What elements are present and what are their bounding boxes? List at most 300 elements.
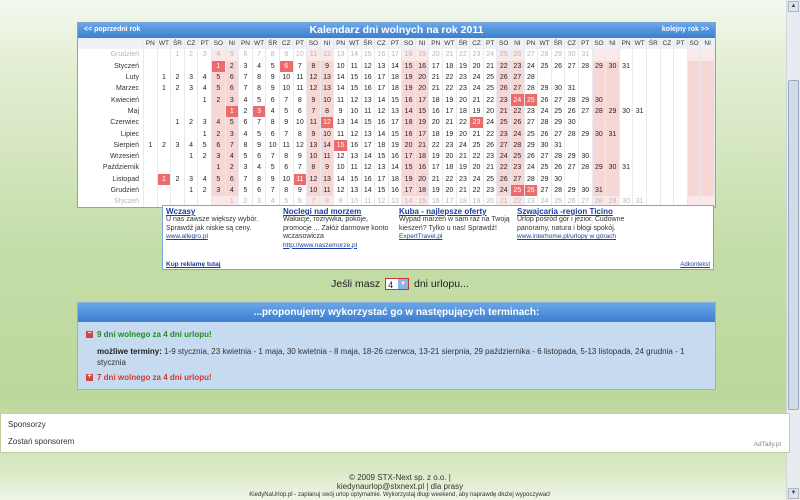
day-cell: 6 — [252, 151, 266, 162]
day-cell: 24 — [524, 162, 538, 173]
day-cell: 30 — [619, 106, 633, 117]
option-9-days[interactable] — [86, 330, 212, 339]
day-cell — [171, 128, 185, 139]
day-cell: 15 — [415, 106, 429, 117]
ad-title[interactable]: Szwajcaria -region Ticino — [517, 207, 613, 216]
day-cell — [646, 94, 660, 105]
become-sponsor-link[interactable]: Zostań sponsorem — [8, 437, 75, 446]
day-cell — [619, 151, 633, 162]
weekday-label: SO — [307, 38, 321, 49]
day-cell: 25 — [470, 140, 484, 151]
weekday-label: NI — [415, 38, 429, 49]
month-name: Luty — [78, 72, 144, 83]
day-cell — [633, 72, 647, 83]
day-cell: 25 — [538, 162, 552, 173]
scroll-up-icon[interactable]: ▲ — [788, 1, 799, 12]
ad-item[interactable] — [399, 208, 514, 242]
weekday-label: NI — [606, 38, 620, 49]
day-cell: 11 — [361, 196, 375, 207]
month-row — [78, 49, 715, 60]
weekday-label: ŚR — [171, 38, 185, 49]
day-cell: 15 — [361, 117, 375, 128]
day-cell — [633, 49, 647, 60]
day-cell: 30 — [565, 117, 579, 128]
day-cell — [687, 106, 701, 117]
day-cell — [565, 72, 579, 83]
terms-list — [97, 347, 709, 368]
day-cell — [144, 174, 158, 185]
month-row — [78, 106, 715, 117]
month-name: Listopad — [78, 174, 144, 185]
ad-url[interactable]: www.interhome.pl/urlopy w górach — [517, 233, 616, 241]
weekday-label: WT — [157, 38, 171, 49]
day-cell: 26 — [538, 94, 552, 105]
day-cell: 29 — [592, 61, 606, 72]
day-cell: 14 — [375, 94, 389, 105]
weekday-label: SO — [592, 38, 606, 49]
day-cell: 28 — [579, 162, 593, 173]
day-cell: 31 — [633, 196, 647, 207]
day-cell — [579, 174, 593, 185]
day-cell: 18 — [402, 117, 416, 128]
day-cell — [619, 185, 633, 196]
day-cell — [592, 83, 606, 94]
day-cell — [538, 72, 552, 83]
day-cell: 28 — [538, 117, 552, 128]
day-cell: 5 — [239, 185, 253, 196]
day-cell: 6 — [239, 49, 253, 60]
day-cell — [579, 117, 593, 128]
ad-item[interactable] — [283, 208, 398, 250]
day-cell: 25 — [511, 151, 525, 162]
day-cell — [171, 162, 185, 173]
days-select-value: 4 — [388, 280, 394, 291]
day-cell — [157, 128, 171, 139]
day-cell: 23 — [456, 174, 470, 185]
month-row — [78, 151, 715, 162]
day-cell: 21 — [443, 49, 457, 60]
day-cell: 12 — [334, 151, 348, 162]
month-row — [78, 94, 715, 105]
day-cell: 16 — [388, 151, 402, 162]
day-cell: 1 — [198, 94, 212, 105]
ad-title[interactable]: Kuba - najlepsze oferty — [399, 207, 487, 216]
day-cell — [660, 72, 674, 83]
day-cell: 11 — [279, 140, 293, 151]
day-cell: 11 — [361, 106, 375, 117]
day-cell: 3 — [225, 94, 239, 105]
day-cell — [633, 94, 647, 105]
day-cell: 11 — [320, 151, 334, 162]
weekday-label: WT — [633, 38, 647, 49]
day-cell: 30 — [579, 151, 593, 162]
day-cell — [579, 72, 593, 83]
day-cell — [660, 49, 674, 60]
day-cell: 29 — [565, 151, 579, 162]
day-cell: 21 — [429, 83, 443, 94]
day-cell: 2 — [171, 174, 185, 185]
day-cell: 4 — [252, 61, 266, 72]
day-cell — [701, 185, 715, 196]
day-cell — [646, 83, 660, 94]
day-cell: 26 — [551, 61, 565, 72]
day-cell: 3 — [184, 72, 198, 83]
day-cell: 14 — [347, 117, 361, 128]
day-cell: 19 — [402, 72, 416, 83]
day-cell: 4 — [266, 106, 280, 117]
day-cell: 19 — [443, 94, 457, 105]
day-cell: 10 — [293, 117, 307, 128]
day-cell: 12 — [361, 162, 375, 173]
day-cell: 3 — [211, 151, 225, 162]
day-cell: 10 — [320, 94, 334, 105]
day-cell — [144, 117, 158, 128]
day-cell: 31 — [606, 128, 620, 139]
day-cell: 29 — [579, 128, 593, 139]
day-cell: 13 — [388, 106, 402, 117]
weekday-label: PN — [429, 38, 443, 49]
day-cell: 5 — [239, 151, 253, 162]
day-cell: 10 — [279, 83, 293, 94]
day-cell: 24 — [456, 140, 470, 151]
day-cell: 4 — [198, 72, 212, 83]
day-cell: 8 — [279, 185, 293, 196]
day-cell: 16 — [388, 185, 402, 196]
day-cell: 31 — [633, 106, 647, 117]
day-cell: 20 — [429, 49, 443, 60]
day-cell: 14 — [334, 83, 348, 94]
day-cell — [606, 117, 620, 128]
day-cell: 24 — [483, 117, 497, 128]
day-cell: 18 — [415, 185, 429, 196]
day-cell — [157, 94, 171, 105]
day-cell: 23 — [497, 94, 511, 105]
day-cell: 16 — [429, 196, 443, 207]
day-cell: 13 — [334, 117, 348, 128]
day-cell — [157, 151, 171, 162]
day-cell: 8 — [307, 61, 321, 72]
day-cell: 5 — [198, 140, 212, 151]
day-cell — [579, 140, 593, 151]
day-cell: 30 — [606, 162, 620, 173]
day-cell: 6 — [293, 196, 307, 207]
day-cell: 16 — [415, 162, 429, 173]
day-cell: 12 — [307, 83, 321, 94]
day-cell: 27 — [565, 162, 579, 173]
day-cell — [633, 83, 647, 94]
vacation-days-form — [0, 278, 800, 290]
weekday-label: CZ — [565, 38, 579, 49]
day-cell: 26 — [524, 185, 538, 196]
day-cell: 17 — [429, 61, 443, 72]
option-7-days[interactable] — [86, 373, 212, 382]
day-cell — [660, 106, 674, 117]
option-label[interactable]: 9 dni wolnego za 4 dni urlopu! — [97, 330, 212, 339]
day-cell: 24 — [470, 83, 484, 94]
proposal-header: ...proponujemy wykorzystać go w następujących terminach: — [78, 303, 715, 322]
day-cell: 7 — [279, 128, 293, 139]
day-cell: 22 — [443, 72, 457, 83]
day-cell: 27 — [511, 72, 525, 83]
day-cell: 15 — [347, 72, 361, 83]
day-cell: 9 — [252, 140, 266, 151]
weekday-label: SO — [497, 38, 511, 49]
weekday-label: WT — [252, 38, 266, 49]
scroll-thumb[interactable] — [788, 80, 799, 410]
day-cell: 24 — [538, 106, 552, 117]
day-cell — [592, 174, 606, 185]
day-cell: 21 — [483, 162, 497, 173]
ad-url[interactable]: ExpertTravel.pl — [399, 233, 443, 241]
day-cell: 27 — [524, 117, 538, 128]
ad-item[interactable] — [166, 208, 281, 242]
ad-title[interactable]: Noclegi nad morzem — [283, 207, 362, 216]
day-cell — [701, 83, 715, 94]
day-cell — [144, 61, 158, 72]
day-cell: 8 — [320, 196, 334, 207]
day-cell — [171, 94, 185, 105]
day-cell — [674, 117, 688, 128]
day-cell: 2 — [184, 117, 198, 128]
day-cell: 18 — [429, 128, 443, 139]
day-cell: 10 — [279, 72, 293, 83]
day-cell — [144, 185, 158, 196]
day-cell: 17 — [443, 106, 457, 117]
day-cell: 10 — [334, 61, 348, 72]
day-cell: 3 — [184, 83, 198, 94]
day-cell: 28 — [524, 72, 538, 83]
day-cell: 19 — [402, 83, 416, 94]
day-cell — [701, 117, 715, 128]
day-cell — [157, 162, 171, 173]
day-cell — [674, 151, 688, 162]
ad-url[interactable]: www.allegro.pl — [166, 233, 208, 241]
day-cell: 22 — [483, 94, 497, 105]
day-cell — [144, 151, 158, 162]
day-cell — [687, 140, 701, 151]
day-cell: 27 — [579, 106, 593, 117]
day-cell: 29 — [606, 106, 620, 117]
day-cell: 1 — [184, 185, 198, 196]
day-cell: 22 — [497, 61, 511, 72]
day-cell: 6 — [225, 72, 239, 83]
day-cell: 4 — [198, 174, 212, 185]
day-cell — [687, 174, 701, 185]
day-cell — [198, 106, 212, 117]
day-cell: 9 — [279, 117, 293, 128]
day-cell — [660, 174, 674, 185]
day-cell — [619, 83, 633, 94]
weekday-label: CZ — [279, 38, 293, 49]
ad-item[interactable] — [517, 208, 645, 242]
day-cell: 20 — [402, 140, 416, 151]
day-cell: 31 — [619, 61, 633, 72]
day-cell: 26 — [551, 162, 565, 173]
day-cell — [592, 117, 606, 128]
day-cell: 27 — [565, 61, 579, 72]
day-cell: 1 — [211, 162, 225, 173]
day-cell: 1 — [144, 140, 158, 151]
next-year-link[interactable]: kolejny rok >> — [661, 26, 709, 33]
day-cell: 9 — [334, 196, 348, 207]
day-cell: 22 — [443, 83, 457, 94]
weekday-label: PT — [483, 38, 497, 49]
day-cell: 17 — [361, 140, 375, 151]
day-cell: 10 — [347, 196, 361, 207]
day-cell — [633, 61, 647, 72]
day-cell: 11 — [334, 128, 348, 139]
day-cell: 23 — [497, 128, 511, 139]
day-cell: 25 — [524, 128, 538, 139]
day-cell: 20 — [415, 174, 429, 185]
day-cell: 19 — [470, 196, 484, 207]
day-cell: 27 — [511, 83, 525, 94]
day-cell: 31 — [565, 83, 579, 94]
day-cell — [687, 117, 701, 128]
day-cell: 21 — [470, 128, 484, 139]
day-cell: 3 — [225, 128, 239, 139]
days-suffix: dni urlopu... — [413, 278, 469, 290]
day-cell — [633, 140, 647, 151]
ads-box — [162, 205, 714, 270]
day-cell: 4 — [184, 140, 198, 151]
day-cell — [606, 83, 620, 94]
day-cell — [157, 185, 171, 196]
weekday-label: SO — [211, 38, 225, 49]
day-cell: 8 — [320, 106, 334, 117]
day-cell: 22 — [456, 117, 470, 128]
month-row — [78, 162, 715, 173]
day-cell: 19 — [415, 49, 429, 60]
day-cell: 5 — [252, 128, 266, 139]
day-cell — [144, 83, 158, 94]
day-cell — [701, 106, 715, 117]
day-cell: 10 — [279, 174, 293, 185]
day-cell: 13 — [320, 72, 334, 83]
day-cell: 22 — [456, 49, 470, 60]
day-cell: 2 — [239, 196, 253, 207]
contact-links[interactable]: kiedynaurlop@stxnext.pl | dla prasy — [336, 482, 464, 491]
day-cell: 8 — [279, 151, 293, 162]
ads-credit-link[interactable]: Adkontekst — [680, 262, 710, 268]
ad-title[interactable]: Wczasy — [166, 207, 196, 216]
day-cell: 1 — [225, 106, 239, 117]
day-cell: 22 — [429, 140, 443, 151]
day-cell — [606, 151, 620, 162]
day-cell — [701, 61, 715, 72]
ad-url[interactable]: http://www.naszemorze.pl — [283, 241, 358, 249]
day-cell: 4 — [266, 196, 280, 207]
chevron-down-icon[interactable]: ▼ — [398, 279, 408, 289]
sponsors-title: Sponsorzy — [8, 420, 46, 429]
day-cell — [646, 162, 660, 173]
day-cell: 12 — [347, 94, 361, 105]
day-cell: 23 — [470, 49, 484, 60]
day-cell — [687, 185, 701, 196]
day-cell: 1 — [157, 174, 171, 185]
day-cell: 29 — [551, 117, 565, 128]
day-cell: 25 — [538, 61, 552, 72]
expand-icon[interactable]: + — [87, 373, 92, 381]
weekday-label: NI — [320, 38, 334, 49]
day-cell: 27 — [497, 140, 511, 151]
day-cell: 31 — [551, 140, 565, 151]
day-cell: 20 — [415, 72, 429, 83]
day-cell: 6 — [211, 140, 225, 151]
weekday-label: PT — [388, 38, 402, 49]
day-cell: 17 — [375, 83, 389, 94]
adtaily-link[interactable]: AdTaily.pl — [753, 441, 781, 448]
day-cell: 7 — [252, 117, 266, 128]
buy-ad-link[interactable]: Kup reklamę tutaj — [166, 261, 221, 268]
day-cell — [687, 83, 701, 94]
collapse-icon[interactable]: − — [87, 330, 92, 338]
day-cell — [171, 151, 185, 162]
day-cell: 30 — [579, 185, 593, 196]
month-name: Sierpień — [78, 140, 144, 151]
scroll-down-icon[interactable]: ▼ — [788, 488, 799, 499]
day-cell — [660, 151, 674, 162]
day-cell: 22 — [470, 151, 484, 162]
day-cell: 13 — [361, 94, 375, 105]
day-cell: 30 — [551, 83, 565, 94]
day-cell: 18 — [388, 174, 402, 185]
day-cell: 10 — [320, 128, 334, 139]
weekday-label: PT — [293, 38, 307, 49]
day-cell: 28 — [538, 49, 552, 60]
day-cell: 25 — [551, 106, 565, 117]
terms-label: możliwe terminy: — [97, 347, 162, 356]
day-cell — [633, 185, 647, 196]
day-cell: 9 — [293, 185, 307, 196]
day-cell: 15 — [375, 185, 389, 196]
day-cell — [592, 49, 606, 60]
ad-text: Wakacje, rozrywka, pokoje, promocje ... Załóż darmowe konto wczasowicza — [283, 216, 389, 241]
day-cell: 20 — [443, 185, 457, 196]
day-cell — [619, 140, 633, 151]
day-cell: 24 — [497, 151, 511, 162]
day-cell: 11 — [347, 61, 361, 72]
day-cell: 3 — [171, 140, 185, 151]
day-cell: 18 — [456, 106, 470, 117]
prev-year-link[interactable]: << poprzedni rok — [84, 26, 141, 33]
tagline: KiedyNaUrlop.pl - zaplanuj swój urlop optymalnie. Wykorzystaj długi weekend, aby naprawdę dłużej wypoczywać! — [249, 492, 551, 498]
day-cell: 18 — [388, 72, 402, 83]
day-cell: 4 — [225, 185, 239, 196]
day-cell: 1 — [211, 61, 225, 72]
day-cell: 9 — [320, 61, 334, 72]
day-cell: 8 — [266, 49, 280, 60]
weekday-label: PT — [579, 38, 593, 49]
month-row — [78, 117, 715, 128]
month-row — [78, 140, 715, 151]
day-cell: 6 — [266, 94, 280, 105]
weekday-label: PN — [239, 38, 253, 49]
day-cell — [687, 94, 701, 105]
day-cell — [592, 151, 606, 162]
option-label[interactable]: 7 dni wolnego za 4 dni urlopu! — [97, 373, 212, 382]
weekday-label: PN — [524, 38, 538, 49]
day-cell: 14 — [402, 196, 416, 207]
day-cell: 17 — [402, 185, 416, 196]
day-cell: 16 — [375, 117, 389, 128]
day-cell: 23 — [511, 162, 525, 173]
days-select[interactable] — [385, 278, 409, 290]
day-cell: 21 — [497, 106, 511, 117]
day-cell: 4 — [198, 83, 212, 94]
day-cell: 18 — [443, 61, 457, 72]
day-cell — [646, 61, 660, 72]
